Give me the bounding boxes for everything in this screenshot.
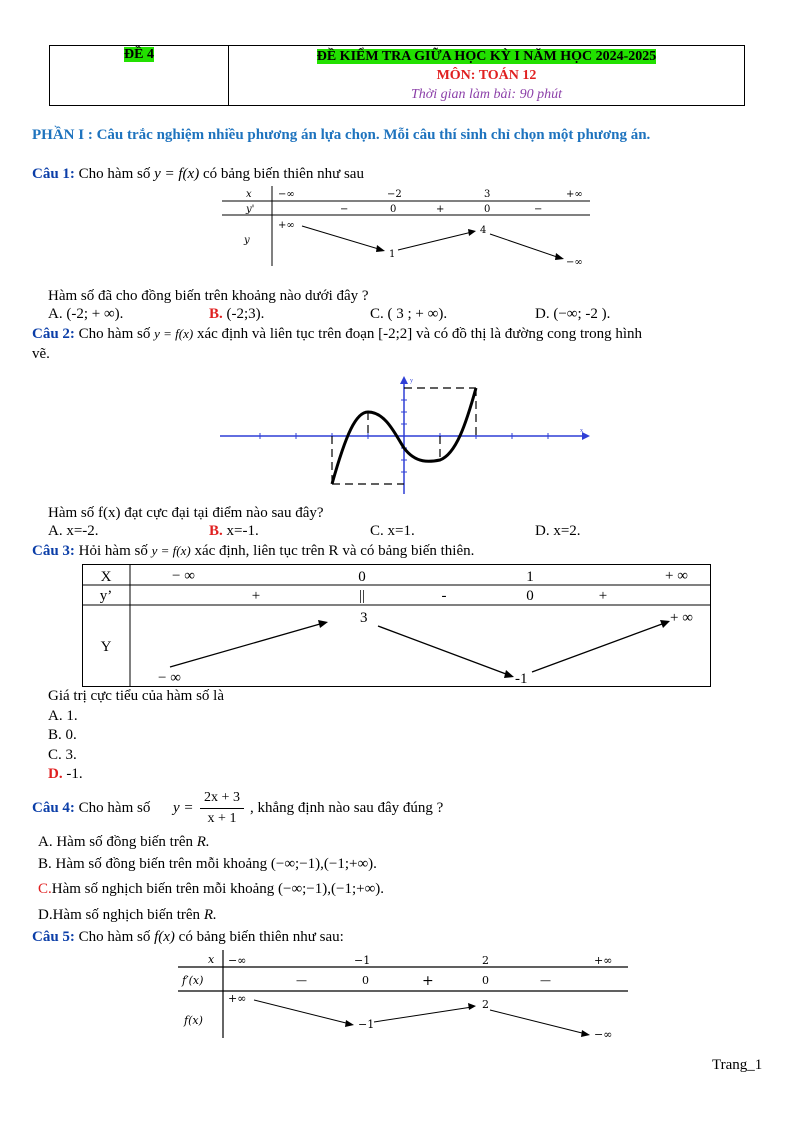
q1-option-b-text: (-2;3). [226, 306, 265, 322]
q4-option-c [38, 881, 384, 898]
q5-sign-3: 0 [482, 974, 489, 987]
q4-option-c-letter: C. [38, 881, 52, 897]
q3-sign-1: || [358, 588, 366, 604]
q1-sign-4: − [534, 204, 543, 215]
q3-y-1: + ∞ [670, 610, 693, 626]
q2-prompt [32, 326, 642, 343]
q5-sign-0: — [296, 974, 307, 987]
q1-option-c: C. ( 3 ; + ∞). [370, 306, 448, 322]
q2-text-a: Cho hàm số [78, 326, 151, 342]
q2-option-a: A. x=-2. [48, 523, 99, 539]
q5-label: Câu 5: [32, 929, 75, 945]
q5-sign-4: — [540, 974, 551, 987]
q1-question: Hàm số đã cho đồng biến trên khoảng nào dưới đây ? [48, 288, 369, 304]
q1-x-1: −2 [387, 189, 402, 200]
q1-func: y = f(x) [154, 166, 200, 182]
q1-y-1: 1 [389, 249, 396, 260]
q3-sign-3: 0 [526, 588, 534, 604]
q1-sign-3: 0 [484, 204, 491, 215]
q2-text-b: xác định và liên tục trên đoạn [-2;2] và có đồ thị là đường cong trong hình [196, 326, 643, 342]
q5-sign-1: 0 [362, 974, 369, 987]
q2-option-b-letter: B. [209, 523, 223, 539]
q1-option-d: D. (−∞; -2 ). [535, 306, 611, 322]
q3-sign-2: - [441, 588, 447, 604]
q1-sign-2: + [436, 204, 445, 215]
q4-text-b: , khẳng định nào sau đây đúng ? [250, 800, 444, 816]
q2-label: Câu 2: [32, 326, 75, 342]
q4-denominator: x + 1 [207, 811, 237, 826]
q1-y-3: −∞ [566, 257, 583, 268]
q3-sign-4: + [598, 588, 608, 604]
exam-code-cell [50, 46, 229, 106]
q4-prompt [32, 800, 150, 817]
q3-func: y = f(x) [151, 543, 191, 558]
page-number: Trang_1 [712, 1057, 763, 1073]
q2-x-axis-label: x [580, 428, 583, 434]
exam-code: ĐỀ 4 [124, 47, 154, 62]
q5-y-3: −∞ [594, 1028, 613, 1041]
q3-y-0: 3 [360, 610, 368, 626]
q3-row-yp: y’ [99, 588, 113, 604]
q4-label: Câu 4: [32, 800, 75, 816]
q4-y-eq: y = [173, 800, 194, 816]
q1-prompt-a: Cho hàm số [78, 166, 151, 182]
q2-func: y = f(x) [154, 326, 194, 341]
q4-option-a [38, 834, 210, 851]
q1-sign-0: − [340, 204, 349, 215]
q3-x-2: 1 [526, 569, 534, 585]
q2-text-c: vẽ. [32, 346, 50, 362]
q1-option-b-letter: B. [209, 306, 223, 322]
q3-option-b: B. 0. [48, 727, 77, 743]
q5-x-3: +∞ [594, 954, 613, 967]
q5-text-a: Cho hàm số [78, 929, 151, 945]
q1-prompt [32, 166, 364, 183]
q5-y-1: −1 [358, 1018, 375, 1031]
q1-x-3: +∞ [566, 189, 583, 200]
q4-text-a: Cho hàm số [78, 800, 151, 816]
exam-subject: MÔN: TOÁN 12 [436, 68, 537, 83]
q3-row-x: X [100, 569, 112, 585]
q3-text-a: Hỏi hàm số [78, 543, 148, 559]
exam-header-table [49, 45, 745, 106]
q5-row-fp: f′(x) [182, 974, 204, 987]
q5-row-x: x [208, 953, 215, 966]
q4-option-a-text: A. Hàm số đồng biến trên [38, 834, 193, 850]
q4-option-a-set: R. [196, 834, 210, 850]
q3-x-0: − ∞ [172, 568, 195, 584]
q2-graph [218, 374, 592, 498]
q4-numerator: 2x + 3 [200, 788, 244, 809]
q1-y-2: 4 [480, 225, 487, 236]
q1-option-a: A. (-2; + ∞). [48, 306, 124, 322]
q1-row-y: y [244, 235, 250, 246]
q3-sign-0: + [251, 588, 261, 604]
q2-option-d: D. x=2. [535, 523, 581, 539]
q2-option-c: C. x=1. [370, 523, 415, 539]
q4-option-d [38, 907, 217, 924]
q3-x-3: + ∞ [665, 568, 688, 584]
q3-option-c: C. 3. [48, 747, 77, 763]
q3-text-b: xác định, liên tục trên R và có bảng biến thiên. [194, 543, 475, 559]
q5-y-2: 2 [482, 998, 489, 1011]
q2-option-b-text: x=-1. [226, 523, 259, 539]
q2-y-axis-label: y [410, 378, 413, 384]
q5-x-1: −1 [354, 954, 371, 967]
q5-x-2: 2 [482, 954, 489, 967]
q1-x-2: 3 [484, 189, 491, 200]
q4-option-b-text: B. Hàm số đồng biến trên mỗi khoảng [38, 856, 268, 872]
q5-prompt [32, 929, 344, 946]
q3-option-d [48, 766, 83, 783]
q1-variation-table [222, 186, 592, 270]
q1-option-b [209, 306, 264, 323]
q5-text-b: có bảng biến thiên như sau: [178, 929, 344, 945]
q3-row-y: Y [100, 639, 112, 655]
q3-question: Giá trị cực tiểu của hàm số là [48, 688, 224, 704]
q3-y-2: − ∞ [158, 670, 181, 686]
q5-func: f(x) [154, 929, 175, 945]
q4-option-b-interval: (−∞;−1),(−1;+∞). [270, 856, 377, 872]
q1-row-yp: y' [246, 204, 255, 215]
q5-variation-table [178, 950, 630, 1042]
q3-x-1: 0 [358, 569, 366, 585]
q1-row-x: x [246, 189, 252, 200]
q4-option-c-text: Hàm số nghịch biến trên mỗi khoảng [51, 881, 275, 897]
exam-duration: Thời gian làm bài: 90 phút [411, 87, 562, 102]
q2-option-b [209, 523, 259, 540]
q5-row-f: f(x) [184, 1014, 203, 1027]
q1-y-0: +∞ [278, 220, 295, 231]
q4-fraction [200, 788, 244, 829]
q4-option-b [38, 856, 377, 873]
q3-option-a: A. 1. [48, 708, 78, 724]
q3-option-d-text: -1. [66, 766, 83, 782]
q5-sign-2: + [422, 973, 434, 989]
q1-label: Câu 1: [32, 166, 75, 182]
q1-sign-1: 0 [390, 204, 397, 215]
q2-question: Hàm số f(x) đạt cực đại tại điểm nào sau đây? [48, 505, 324, 521]
q3-prompt [32, 543, 474, 560]
q4-option-d-text: D.Hàm số nghịch biến trên [38, 907, 201, 923]
part1-title: PHẦN I : Câu trắc nghiệm nhiều phương án lựa chọn. Mỗi câu thí sinh chỉ chọn một phương án. [32, 127, 651, 143]
q5-y-0: +∞ [228, 992, 247, 1005]
q3-y-3: -1 [515, 671, 528, 687]
exam-title-cell [229, 46, 745, 106]
q3-variation-table [82, 564, 712, 688]
q3-option-d-letter: D. [48, 766, 63, 782]
q3-label: Câu 3: [32, 543, 75, 559]
q1-x-0: −∞ [278, 189, 295, 200]
q4-option-c-interval: (−∞;−1),(−1;+∞). [277, 881, 385, 897]
q1-prompt-b: có bảng biến thiên như sau [202, 166, 364, 182]
q5-x-0: −∞ [228, 954, 247, 967]
q4-option-d-set: R. [203, 907, 217, 923]
exam-title: ĐỀ KIỂM TRA GIỮA HỌC KỲ I NĂM HỌC 2024-2025 [316, 49, 657, 64]
